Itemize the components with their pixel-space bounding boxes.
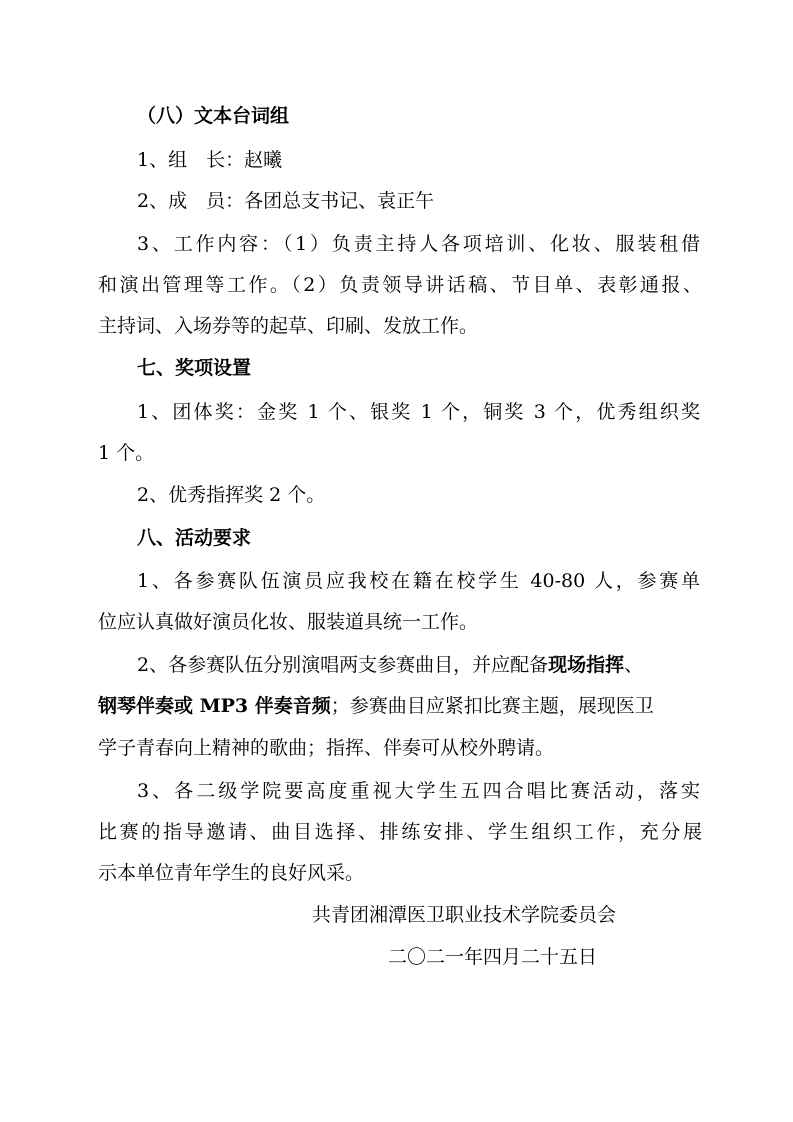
section-heading-text-group: （八）文本台词组	[137, 105, 290, 127]
section-heading-awards: 七、奖项设置	[137, 357, 252, 379]
work-content-line-2: 和演出管理等工作。（2）负责领导讲话稿、节目单、表彰通报、	[98, 274, 702, 296]
requirement-1-line-1: 1、各参赛队伍演员应我校在籍在校学生 40-80 人，参赛单	[137, 570, 700, 592]
awards-line-2: 1 个。	[98, 442, 155, 464]
requirement-2-conductor-emphasis: 现场指挥	[548, 654, 625, 676]
requirement-3-line-1: 3、各二级学院要高度重视大学生五四合唱比赛活动，落实	[137, 780, 700, 802]
work-content-line-1: 3、工作内容：（1）负责主持人各项培训、化妆、服装租借	[137, 233, 700, 255]
requirement-1-line-2: 位应认真做好演员化妆、服装道具统一工作。	[98, 611, 479, 633]
requirement-2-line-3: 学子青春向上精神的歌曲；指挥、伴奏可从校外聘请。	[98, 737, 555, 759]
requirement-2-accompaniment-emphasis: 钢琴伴奏或 MP3 伴奏音频	[98, 695, 331, 717]
awards-line-3: 2、优秀指挥奖 2 个。	[137, 484, 326, 506]
signature-date: 二〇二一年四月二十五日	[388, 946, 598, 968]
requirement-2-line-1-prefix: 2、各参赛队伍分别演唱两支参赛曲目，并应配备	[137, 654, 549, 676]
section-heading-requirements: 八、活动要求	[137, 527, 252, 549]
awards-line-1: 1、团体奖：金奖 1 个、银奖 1 个，铜奖 3 个，优秀组织奖	[137, 401, 700, 423]
signature-organization: 共青团湘潭医卫职业技术学院委员会	[312, 904, 617, 926]
leader-line: 1、组 长：赵曦	[137, 149, 283, 171]
requirement-2-line-1	[137, 653, 643, 677]
requirement-2-line-2-suffix: ；参赛曲目应紧扣比赛主题，展现医卫	[330, 695, 654, 717]
requirement-3-line-3: 示本单位青年学生的良好风采。	[98, 862, 365, 884]
requirement-3-line-2: 比赛的指导邀请、曲目选择、排练安排、学生组织工作，充分展	[98, 821, 702, 843]
members-line: 2、成 员：各团总支书记、袁正午	[137, 190, 435, 212]
work-content-line-3: 主持词、入场券等的起草、印刷、发放工作。	[98, 315, 479, 337]
requirement-2-line-1-suffix: 、	[624, 654, 644, 676]
requirement-2-line-2	[98, 694, 654, 718]
